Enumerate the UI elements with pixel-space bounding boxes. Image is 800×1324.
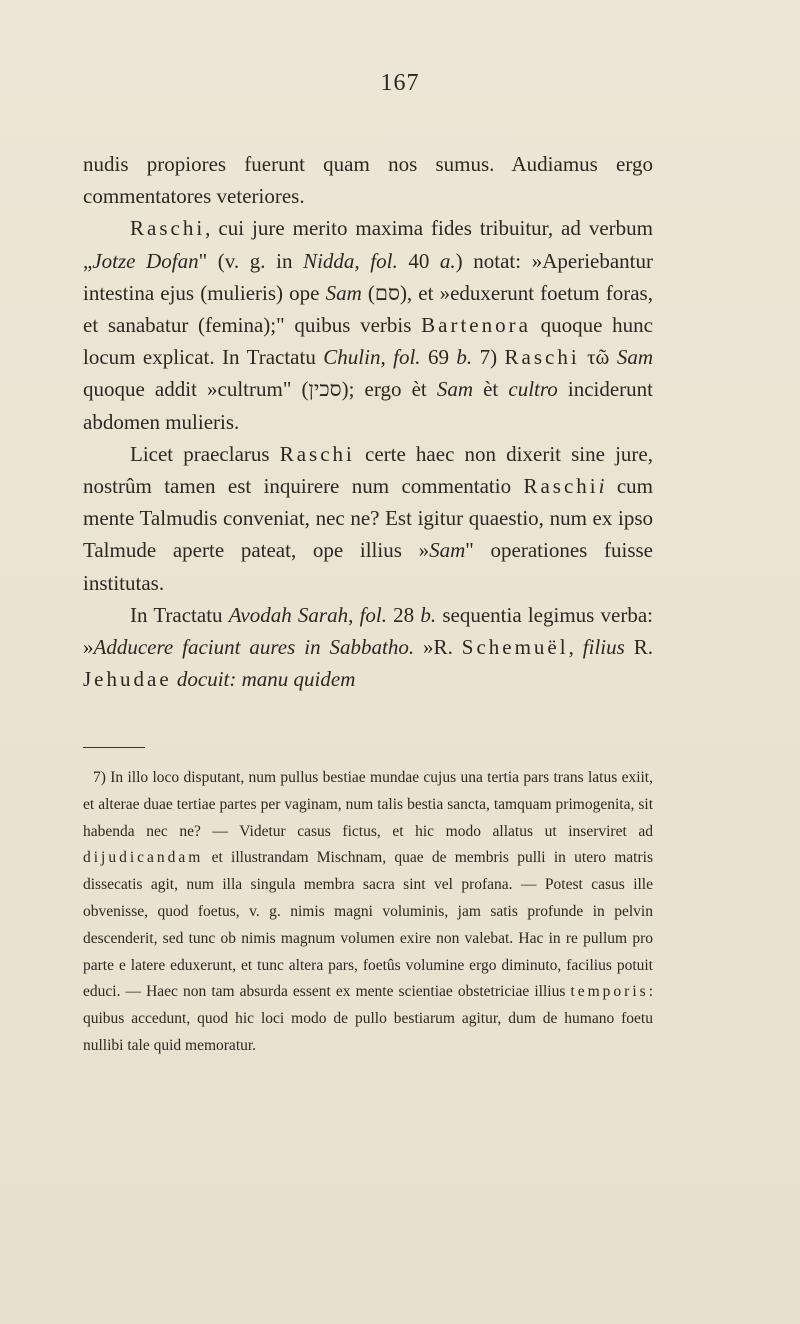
- paragraph: [83, 148, 653, 212]
- paragraph: [83, 212, 653, 437]
- italic-text: b.: [456, 345, 473, 370]
- text-run: quoque addit »cultrum" (סכין); ergo èt: [83, 377, 437, 402]
- spaced-name: Jehudae: [83, 667, 172, 692]
- spaced-name: Raschi: [279, 441, 355, 466]
- text-run: Licet praeclarus: [130, 441, 280, 466]
- main-text: [83, 148, 653, 695]
- text-run: »R.: [414, 635, 462, 660]
- text-run: certe haec non dixerit sine jure, nostrûm tamen est inquirere num commentatio: [83, 441, 653, 499]
- spaced-name: Raschi: [523, 474, 599, 499]
- text-run: cum mente Talmudis conveniat, nec ne? Est igitur quaestio, num ex ipso Talmude aperte pateat, ope illius »: [83, 474, 653, 563]
- italic-text: Adducere faciunt aures in Sabbatho.: [93, 635, 415, 660]
- spaced-name: Raschi: [130, 216, 206, 241]
- italic-text: Sam: [429, 538, 466, 563]
- text-run: et illustrandam Mischnam, quae de membris pulli in utero matris dissecatis agit, num illa singula membra sacra sint vel profana. — Potest casus ille obvenisse, quod foetus, v. g. nimis magni voluminis, jam satis profunde in pelvin descenderit, sed tunc ob nimis magnum volumen exire non valebat. Hac in re pullum pro parte e latere eduxerunt, et tunc altera pars, foetûs volumine ergo diminuto, facilius potuit educi. — Haec non tam absurda essent ex mente scientiae obstetriciae illius: [83, 849, 653, 1001]
- text-run: " (v. g. in: [198, 248, 304, 273]
- italic-text: Nidda, fol.: [303, 248, 398, 273]
- text-run: , cui jure merito maxima fides tribuitur, ad verbum „: [83, 216, 653, 273]
- paragraph: [83, 438, 653, 599]
- text-run: 69: [420, 345, 457, 370]
- italic-text: a.: [439, 248, 456, 273]
- italic-text: Sam: [616, 345, 653, 370]
- text-run: nudis propiores fuerunt quam nos sumus. Audiamus ergo commentatores veteriores.: [83, 152, 653, 209]
- spaced-name: Bartenora: [421, 313, 531, 338]
- italic-text: docuit: manu quidem: [176, 667, 356, 692]
- footnote: [83, 765, 653, 1060]
- spaced-name: Schemuël: [461, 635, 569, 660]
- spaced-name: Raschi: [504, 345, 580, 370]
- text-run: ,: [568, 635, 583, 660]
- text-run: quoque hunc locum explicat. In Tractatu: [83, 313, 653, 370]
- text-run: In Tractatu: [130, 602, 229, 627]
- text-run: èt: [473, 377, 509, 402]
- italic-text: b.: [420, 602, 437, 627]
- text-run: " operationes fuisse institutas.: [83, 538, 653, 595]
- paragraph: [83, 599, 653, 696]
- page-number: 167: [380, 70, 420, 96]
- italic-text: fol.: [359, 602, 387, 627]
- text-run: ,: [348, 602, 360, 627]
- text-run: inciderunt abdomen mulieris.: [83, 377, 654, 434]
- text-run: ) notat: »Aperiebantur intestina ejus (mulieris) ope: [83, 248, 653, 305]
- text-run: 28: [386, 602, 421, 627]
- footnote-paragraph: [83, 765, 653, 1060]
- text-run: 7) In illo loco disputant, num pullus bestiae mundae cujus una tertia pars trans latus exiit, et alterae duae tertiae partes per vaginam, num talis bestia sancta, tamquam primogenita, sit habenda nec ne? — Videtur casus fictus, et hic modo allatus ut inserviret ad: [83, 769, 653, 840]
- italic-text: Chulin, fol.: [323, 345, 421, 370]
- text-run: τῶ: [579, 345, 617, 370]
- italic-text: cultro: [508, 377, 558, 402]
- italic-text: Jotze Dofan: [92, 248, 199, 273]
- text-run: (סם), et »eduxerunt foetum foras, et sanabatur (femina);" quibus verbis: [83, 280, 653, 338]
- spaced-name: temporis: [570, 983, 649, 1001]
- text-run: 40: [397, 248, 440, 273]
- text-run: 7): [472, 345, 505, 370]
- text-run: : quibus accedunt, quod hic loci modo de pullo bestiarum agitur, dum de humano foetu nullibi tale quid memoratur.: [83, 983, 653, 1054]
- italic-text: filius: [582, 635, 625, 660]
- text-run: sequentia legimus verba: »: [83, 602, 654, 660]
- italic-text: Sam: [436, 377, 473, 402]
- footnote-divider: [83, 747, 145, 748]
- text-run: R.: [624, 635, 654, 660]
- spaced-name: dijudicandam: [83, 849, 204, 867]
- italic-text: Avodah Sarah: [228, 602, 349, 627]
- italic-text: Sam: [325, 280, 362, 305]
- italic-text: i: [598, 474, 605, 499]
